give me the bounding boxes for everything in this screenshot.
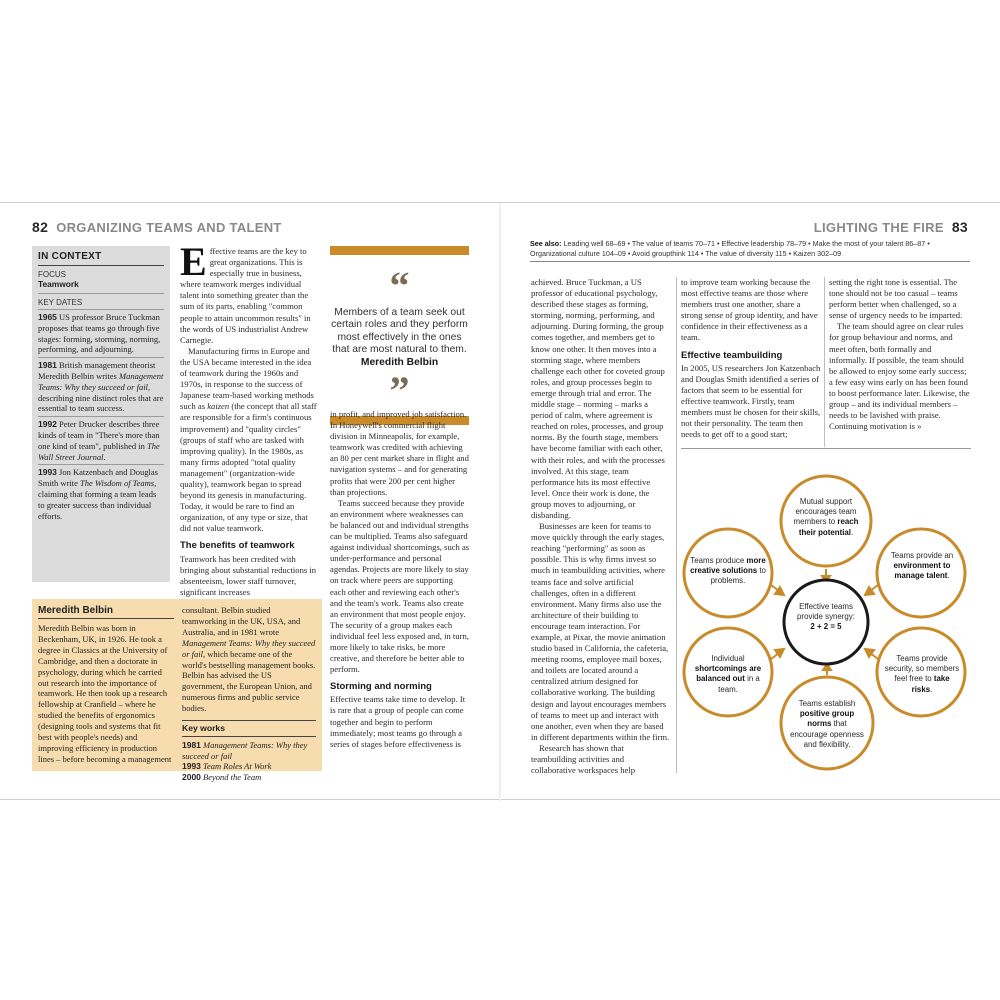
key-date-title: Management Teams: Why they succeed or fail: [38, 370, 164, 392]
biography-heading: Meredith Belbin: [38, 605, 174, 619]
section-heading-benefits: The benefits of teamwork: [180, 540, 295, 552]
see-also-items: Leading well 68–69 • The value of teams 70–71 • Effective leadership 78–79 • Make the most of your talent 86–87 • Organizational culture 104–09 • Avoid groupthink 114 • The value of diversity 115 • Kaizen 302–09: [530, 239, 930, 258]
key-date-text: Jon Katzenbach and Douglas Smith write: [38, 467, 158, 489]
key-date-title: The Wisdom of Teams: [80, 478, 155, 489]
in-context-box: [32, 246, 170, 582]
key-date-text: .: [103, 451, 106, 462]
biography-box: [32, 599, 322, 782]
quote-text: Members of a team seek out certain roles and they perform most effectively in the ones that are most natural to them.: [331, 307, 468, 356]
book-spread: [0, 202, 1000, 800]
node-upper-right-text: Teams provide an environment to manage talent.: [890, 551, 954, 581]
quote-top-bar: [330, 246, 469, 255]
open-quote-icon: “: [389, 263, 410, 308]
key-date-text: US professor Bruce Tuckman proposes that teams go through five stages: forming, storming, norming, performing, and adjourning.: [38, 312, 161, 355]
in-context-heading: IN CONTEXT: [38, 251, 164, 266]
key-date-year: 1993: [38, 467, 57, 478]
key-dates-label: KEY DATES: [38, 298, 83, 307]
diagram-top-rule: [681, 448, 971, 449]
node-upper-left-text: Teams produce more creative solutions to problems.: [690, 556, 766, 586]
node-top-text: Mutual support encourages team members to reach their potential.: [793, 497, 859, 537]
section-heading-teambuilding: Effective teambuilding: [681, 349, 783, 361]
biography-text-left: Meredith Belbin was born in Beckenham, UK, in 1926. He took a degree in Classics at the University of Cambridge, and then a doctorate in psychology, during which he carried out research into the importance of teamwork. He then took up a research fellowship at Cranfield – where he studied the benefits of ergonomics (designing tools and systems that fit best with people's needs) and improving efficiency in production lines – before becoming a management: [38, 623, 172, 764]
page-number-left: 82: [32, 219, 49, 235]
key-date-entry: [38, 464, 164, 521]
body-paragraph: in profit, and improved job satisfaction. In Honeywell's commercial flight division in Minneapolis, for example, teamwork was credited with achieving an 80 per cent market share in flight and navigation systems – and for generating profits that were 200 per cent higher than projections.: [330, 409, 469, 497]
see-also-bar: [530, 239, 970, 262]
page-gutter: [499, 203, 501, 801]
key-date-year: 1965: [38, 312, 57, 322]
biography-text-right: consultant. Belbin studied teamworking in the UK, USA, and Australia, and in 1981 wrote Management Teams: Why they succeed or fail, which became one of the world's bestselling management books. Belbin has advised the US government, the European Union, and numerous firms and public service bodies. Key works 1981 Management Teams: Why they succeed or fail 1993 Team Roles At Work 2000 Beyond the Team: [182, 605, 316, 782]
right-page-header: [814, 219, 968, 235]
body-column-5: [681, 277, 821, 440]
body-column-4: [531, 277, 671, 776]
intro-paragraph: Effective teams are the key to great organizations. This is especially true in business, where teamwork merges individual talent into something greater than the sum of its parts, enabling "common people to attain uncommon results" in the words of US industrialist Andrew Carnegie.: [180, 239, 311, 345]
key-date-entry: [38, 357, 164, 414]
body-paragraph: Research has shown that teambuilding activities and collaborative workspaces help: [531, 742, 636, 776]
left-page-header: [32, 219, 282, 235]
quote-author: Meredith Belbin: [360, 356, 439, 368]
key-work-item: 1993 Team Roles At Work: [182, 761, 272, 772]
key-date-text: Peter Drucker describes three kinds of team in "There's more than one kind of team", published in: [38, 419, 160, 451]
body-paragraph: In 2005, US researchers Jon Katzenbach and Douglas Smith identified a series of factors that seem to be essential for effective teamwork. Firstly, team members must be chosen for their skills, not their personality. The team then needs to get off to a good start;: [681, 362, 821, 440]
body-column-3: [330, 409, 470, 750]
body-paragraph: Effective teams take time to develop. It is rare that a group of people can come together and begin to perform immediately; most teams go through a series of stages before effectiveness is: [330, 694, 466, 749]
key-work-item: 2000 Beyond the Team: [182, 771, 262, 782]
key-date-entry: [38, 416, 164, 462]
key-date-year: 1981: [38, 360, 57, 371]
body-paragraph: Manufacturing firms in Europe and the USA became interested in the idea of teamwork during the 1960s and 1970s, in response to the success of Japanese team-based working methods such as kaizen (the concept that all staff are responsible for a firm's continuous improvement) and "quality circles" (groups of staff who are tasked with improving quality). In the 1980s, as many firms adopted "total quality management" (organization-wide quality), teamwork began to spread beyond its genesis in manufacturing. Today, it would be rare to find an organization, of any type or size, that did not value teamwork.: [180, 345, 317, 534]
key-date-title: The Wall Street Journal: [38, 440, 160, 462]
body-paragraph: Teamwork has been credited with bringing about substantial reductions in absenteeism, lower staff turnover, significant increases: [180, 553, 317, 597]
body-paragraph: Businesses are keen for teams to move quickly through the early stages, reaching "performing" as soon as possible. This is why firms invest so much in teambuilding activities, where teams face and solve artificial challenges, often in a different environment. Many firms also use the architecture of their building to encourage team interaction. For example, at Pixar, the movie animation studio based in California, the cafeteria, meeting rooms, employee mail boxes, and toilets are located around a centralized atrium designed for collaborative working. The building design and layout encourages members of teams to meet up and interact with one another, even when they are based in different departments within the firm.: [531, 521, 670, 742]
running-head-right: LIGHTING THE FIRE: [813, 220, 944, 235]
key-work-item: 1981 Management Teams: Why they succeed or fail: [182, 739, 308, 761]
running-head-left: ORGANIZING TEAMS AND TALENT: [56, 220, 282, 235]
node-lower-right-text: Teams provide security, so members feel free to take risks.: [884, 654, 960, 694]
body-column-6: [829, 277, 971, 432]
key-date-text: , claiming that forming a team leads to greater success than individual efforts.: [38, 478, 157, 521]
page-number-right: 83: [951, 219, 968, 235]
key-date-year: 1992: [38, 419, 57, 430]
column-rule: [824, 277, 825, 447]
body-paragraph: The team should agree on clear rules for group behaviour and norms, and meet often, both formally and informally. If possible, the team should be allowed to enjoy some early success; a few easy wins early on has been found to boost performance later. Likewise, the group – and its individual members – needs to be lavished with praise. Continuing motivation is »: [829, 321, 970, 432]
body-paragraph: setting the right tone is essential. The tone should not be too casual – teams perform better when challenged, so a sense of urgency needs to be imparted.: [829, 277, 963, 321]
key-date-entry: [38, 309, 164, 355]
center-node-text: Effective teams provide synergy: 2 + 2 = 5: [797, 602, 855, 632]
body-column-2: [180, 239, 320, 598]
section-heading-storming: Storming and norming: [330, 681, 432, 693]
drop-cap: E: [180, 239, 207, 284]
body-paragraph: achieved. Bruce Tuckman, a US professor of educational psychology, described these stages as forming, storming, norming, performing, and adjourning. During forming, the group comes together, and members get to know one other. It then moves into a storming stage, where members challenge each other for coveted group roles, and group processes begin to emerge through trial and error. The middle stage – norming – marks a period of calm, where agreement is reached on roles, processes, and group norms. By the fourth stage, members have become familiar with each other, with their roles, and with the processes involved. At this stage, team performance hits its most effective level. Once their work is done, the group moves to adjourning, or disbanding.: [531, 277, 665, 520]
see-also-label: See also:: [530, 239, 562, 248]
node-lower-left-text: Individual shortcomings are balanced out in a team.: [694, 654, 762, 694]
key-date-text: , describing nine distinct roles that are essential to team success.: [38, 381, 164, 414]
pull-quote: [330, 246, 469, 425]
body-paragraph: to improve team working because the most effective teams are those where members trust one another, share a strong sense of group identity, and have confidence in their effectiveness as a team.: [681, 277, 818, 343]
focus-value: Teamwork: [38, 279, 164, 294]
key-works-label: Key works: [182, 720, 316, 737]
focus-label: FOCUS: [38, 270, 66, 279]
close-quote-icon: ”: [389, 367, 410, 413]
node-bottom-text: Teams establish positive group norms that encourage openness and flexibility.: [790, 699, 864, 749]
body-paragraph: Teams succeed because they provide an environment where weaknesses can be balanced out and individual strengths can be multiplied. Teams also safeguard against individual shortcomings, such as under-performance and personal agendas. Projects are more likely to stay on track where peers are supporting each other and reviewing each other's and the team's work. Teams also create an environment that most people enjoy. The security of a group makes each individual feel less exposed and, in turn, more likely to take risks, be more creative, and therefore be better able to perform.: [330, 497, 470, 675]
key-date-text: British management theorist Meredith Belbin writes: [38, 360, 156, 381]
synergy-diagram: [676, 459, 976, 779]
